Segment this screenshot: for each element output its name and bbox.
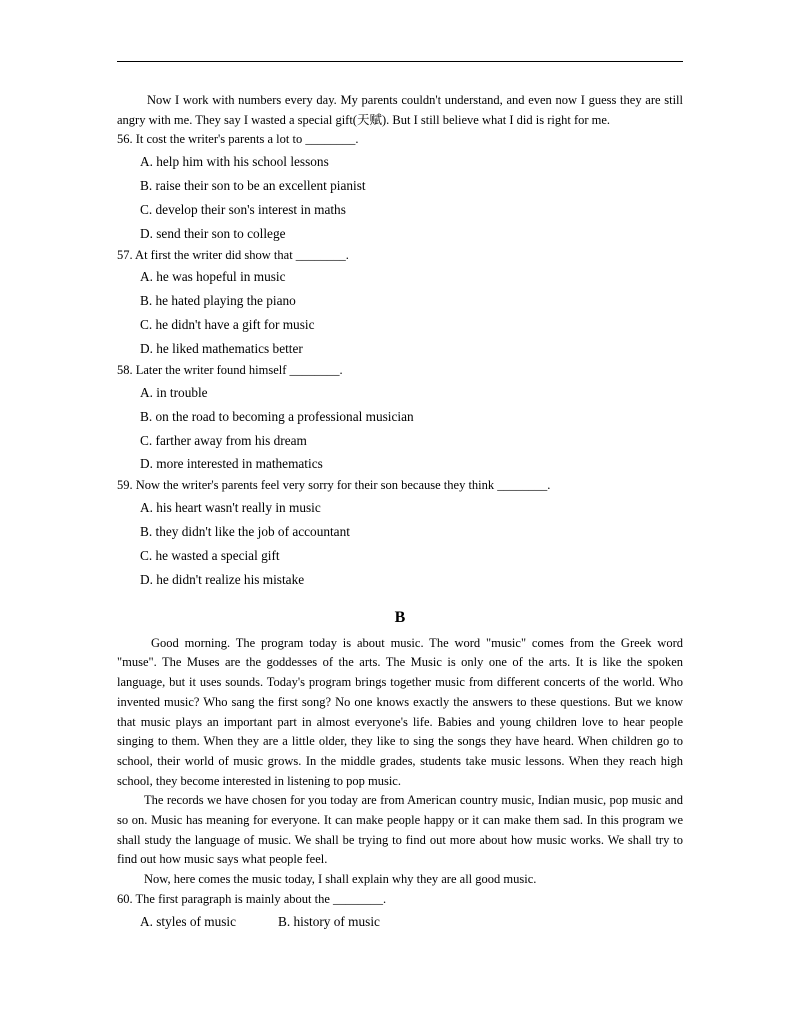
question-stem: 57. At first the writer did show that ________. — [117, 247, 349, 262]
option-c: C. he wasted a special gift — [140, 547, 280, 563]
option-d: D. he didn't realize his mistake — [140, 571, 305, 587]
option-d: D. send their son to college — [140, 225, 286, 241]
header-rule — [117, 61, 683, 62]
question-stem: 59. Now the writer's parents feel very sorry for their son because they think ________. — [117, 478, 551, 493]
option-a: A. in trouble — [140, 384, 208, 400]
option-c: C. farther away from his dream — [140, 432, 307, 448]
question-stem: 56. It cost the writer's parents a lot to ________. — [117, 132, 359, 147]
page-content — [117, 91, 683, 933]
option-b: B. they didn't like the job of accountant — [140, 524, 350, 539]
passage-b-paragraph-1: Good morning. The program today is about music. The word "music" comes from the Greek word "muse". The Muses are the goddesses of the arts. The Music is only one of the arts. It is like the spoken language, but it uses sounds. Today's program brings together music from different concerts of the world. Who invented music? Who sang the first song? No one knows exactly the answers to these questions. But we know that music plays an important part in almost everyone's life. Babies and young children love to hear people singing to them. When they are a little older, they like to sing the songs they have heard. When children go to school, their world of music grows. In the middle grades, students take music lessons. When they reach high school, they become interested in listening to pop music. — [117, 635, 683, 788]
passage-b-paragraph-3: Now, here comes the music today, I shall explain why they are all good music. — [144, 872, 537, 887]
option-b: B. raise their son to be an excellent pianist — [140, 178, 366, 194]
question-60 — [117, 890, 683, 934]
option-b: B. on the road to becoming a professional musician — [140, 408, 414, 424]
option-a: A. styles of music — [140, 913, 237, 929]
options-row — [117, 910, 683, 934]
option-b: B. history of music — [278, 913, 380, 929]
option-d: D. he liked mathematics better — [140, 341, 303, 357]
passage-a-ending: Now I work with numbers every day. My parents couldn't understand, and even now I guess they are still angry with me. They say I wasted a special gift(天赋). But I still believe what I did is right for me. — [117, 93, 683, 127]
option-a: A. his heart wasn't really in music — [140, 500, 321, 516]
option-c: C. develop their son's interest in maths — [140, 201, 346, 217]
question-58 — [117, 361, 683, 476]
question-59 — [117, 476, 683, 591]
passage-b-paragraph-2: The records we have chosen for you today are from American country music, Indian music, pop music and so on. Music has meaning for everyone. It can make people happy or it can make them sad. In this program we shall study the language of music. We shall be trying to find out more about how music works. We shall try to find out how music says what people feel. — [117, 793, 683, 867]
option-a: A. he was hopeful in music — [140, 269, 286, 285]
option-b: B. he hated playing the piano — [140, 293, 296, 309]
option-d: D. more interested in mathematics — [140, 456, 323, 472]
section-b-heading: B — [394, 608, 406, 626]
question-56 — [117, 130, 683, 245]
question-stem: 60. The first paragraph is mainly about the ________. — [117, 891, 387, 906]
question-57 — [117, 246, 683, 361]
option-c: C. he didn't have a gift for music — [140, 317, 315, 333]
question-stem: 58. Later the writer found himself ________. — [117, 363, 343, 378]
option-a: A. help him with his school lessons — [140, 154, 329, 170]
